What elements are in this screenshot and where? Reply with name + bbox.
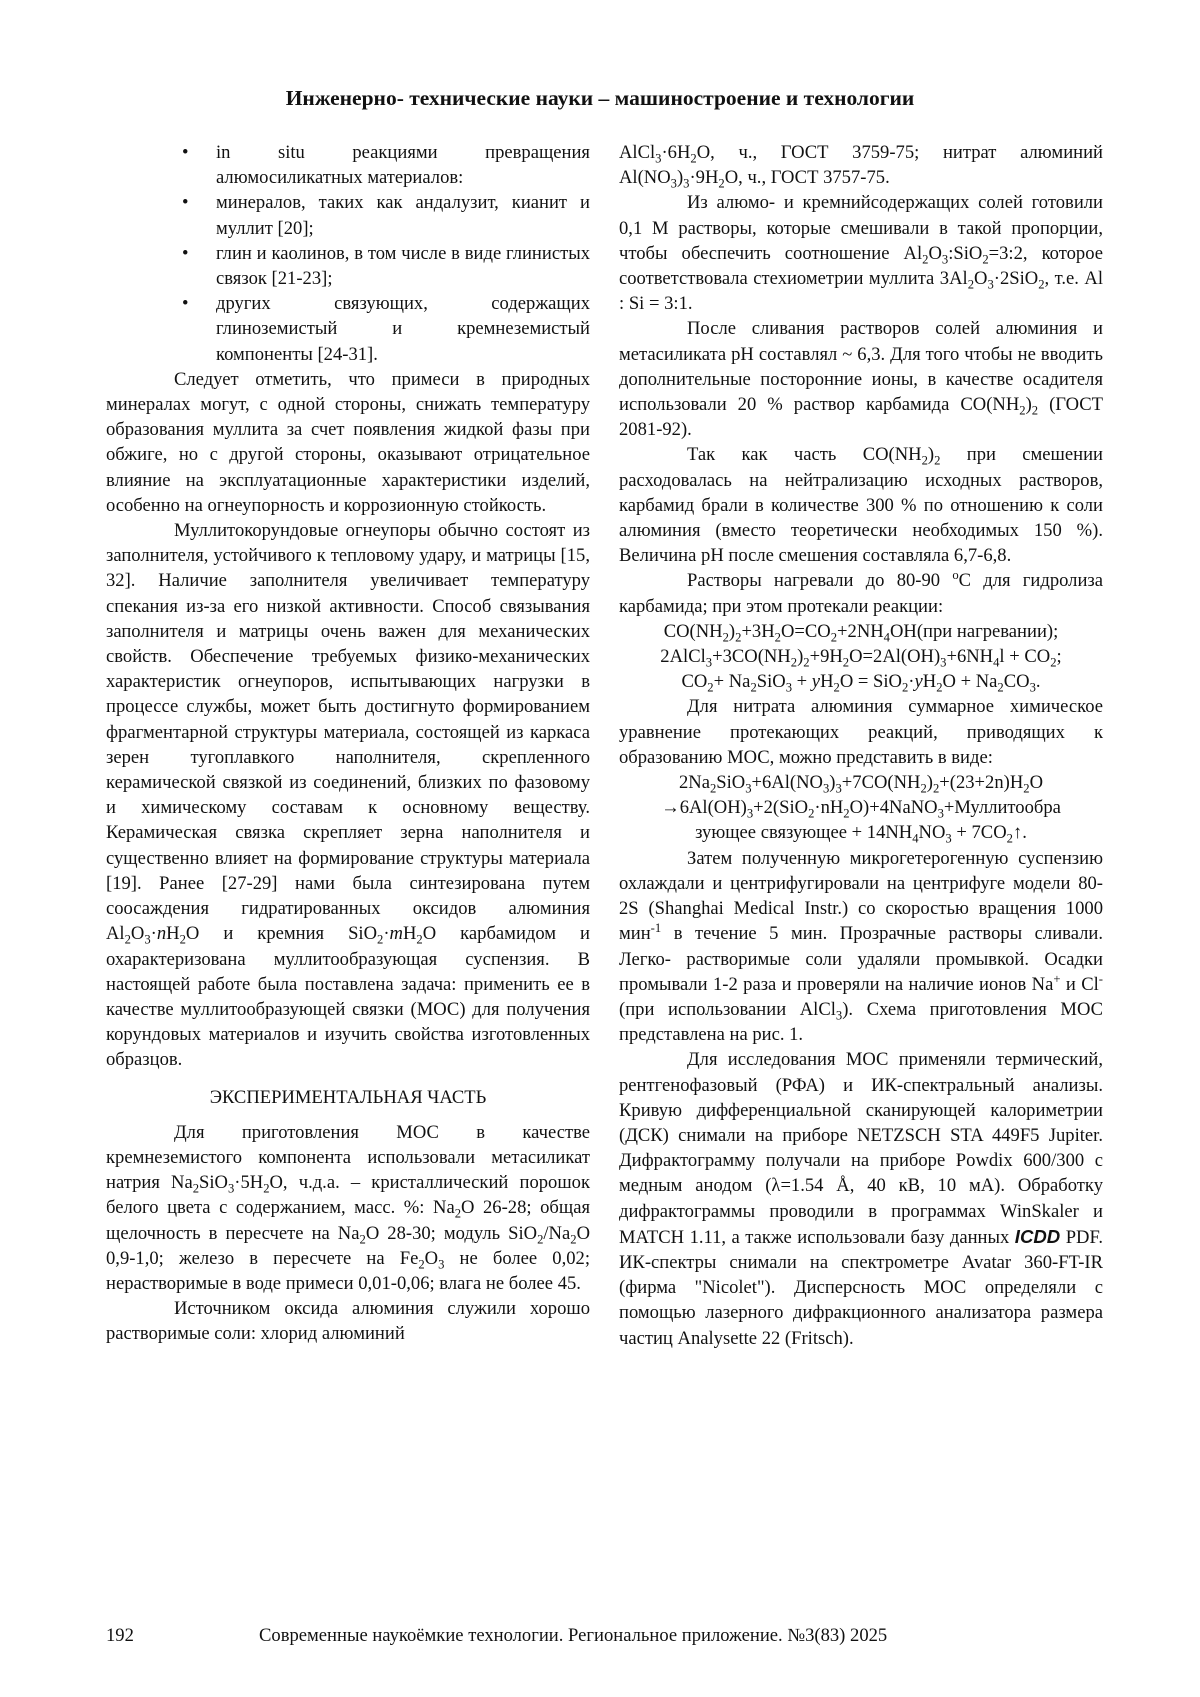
section-title: ЭКСПЕРИМЕНТАЛЬНАЯ ЧАСТЬ xyxy=(209,1086,487,1108)
right-column xyxy=(619,140,1103,1351)
bullet-item: • in situ реакциями превращения алюмосиликатных материалов: xyxy=(106,140,590,190)
page-number: 192 xyxy=(106,1625,134,1646)
paragraph: Так как часть $CO(NH_2)_2$ при смешении расходовалась на нейтрализацию исходных растворов, карбамид брали в количестве 300 % по отношению к соли алюминия (вместо теоретически необходимых 150 %). Величина pH после смешения составляла 6,7-6,8. xyxy=(619,444,1103,567)
equation: $2AlCl_3+3CO(NH_2)_2+9H_2O=2Al(OH)_3+6NH_4l + CO_2$; xyxy=(660,646,1062,670)
paragraph: Следует отметить, что примеси в природных минералах могут, с одной стороны, снижать температуру образования муллита за счет появления жидкой фазы при обжиге, но с другой стороны, оказывают отрицательное влияние на эксплуатационные характеристики изделий, особенно на огнеупорность и коррозионную стойкость. xyxy=(106,368,590,516)
bullet-item: • минералов, таких как андалузит, кианит и муллит [20]; xyxy=(106,190,590,240)
paragraph: Из алюмо- и кремнийсодержащих солей готовили 0,1 М растворы, которые смешивали в такой пропорции, чтобы обеспечить соотношение $Al_2O_3:SiO_2=3:2$, которое соответствовала стехиометрии муллита $3Al_2O_3\cdot 2SiO_2$, т.е. Al : Si = 3:1. xyxy=(619,192,1103,315)
paragraph: После сливания растворов солей алюминия и метасиликата pH составлял ~ 6,3. Для того чтобы не вводить дополнительные посторонние ионы, в качестве осадителя использовали 20 % раствор карбамида $CO(NH_2)_2$ (ГОСТ 2081-92). xyxy=(619,318,1104,441)
left-column xyxy=(106,140,590,1347)
bullet-item: • других связующих, содержащих глиноземистый и кремнеземистый компоненты [24-31]. xyxy=(106,291,590,367)
paragraph: Затем полученную микрогетерогенную суспензию охлаждали и центрифугировали на центрифуге модели 80-2S (Shanghai Medical Instr.) со скоростью вращения 1000 мин$^{-1}$ в течение 5 мин. Прозрачные растворы сливали. Легко- растворимые соли удаляли промывкой. Осадки промывали 1-2 раза и проверяли на наличие ионов Na+ и Cl- (при использовании AlCl$_3$). Схема приготовления МОС представлена на рис. 1. xyxy=(619,847,1103,1046)
running-header: Инженерно- технические науки – машиностроение и технологии xyxy=(285,86,915,110)
equation: $CO(NH_2)_2+3H_2O=CO_2+2NH_4OH(при$ нагревании); xyxy=(663,620,1059,645)
bullet-item: • глин и каолинов, в том числе в виде глинистых связок [21-23]; xyxy=(106,241,590,291)
paragraph: Источником оксида алюминия служили хорошо растворимые соли: хлорид алюминий xyxy=(106,1298,590,1345)
journal-footer: Современные наукоёмкие технологии. Региональное приложение. №3(83) 2025 xyxy=(259,1625,888,1646)
equation: зующее связующее + $14NH_4NO_3$ + $7CO_2↑$. xyxy=(695,822,1027,847)
equation: $CO_2+ Na_2SiO_3 + yH_2O = SiO_2\cdot yH_2O + Na_2CO_3$. xyxy=(681,671,1041,695)
paragraph: Растворы нагревали до 80-90 $^o$С для гидролиза карбамида; при этом протекали реакции: xyxy=(619,568,1103,617)
paragraph: Для приготовления МОС в качестве кремнеземистого компонента использовали метасиликат натрия $Na_2SiO_3\cdot 5H_2O$, ч.д.а. – кристаллический порошок белого цвета с содержанием, масс. %: $Na_2O$ 26-28; общая щелочность в пересчете на $Na_2O$ 28-30; модуль $SiO_2/Na_2O$ 0,9-1,0; железо в пересчете на $Fe_2O_3$ не более 0,02; нерастворимые в воде примеси 0,01-0,06; влага не более 45. xyxy=(106,1121,590,1294)
bullet-list xyxy=(106,140,590,367)
equation: $2Na_2SiO_3+6Al(NO_3)_3+7CO(NH_2)_2+(23+2n)H_2O$ xyxy=(678,772,1044,796)
paragraph: Для исследования МОС применяли термический, рентгенофазовый (РФА) и ИК-спектральный анализы. Кривую дифференциальной сканирующей калориметрии (ДСК) снимали на приборе NETZSCH STA 449F5 Jupiter. Дифрактограмму получали на приборе Powdix 600/300 с медным анодом (λ=1.54 Å, 40 кВ, 10 мА). Обработку дифрактограммы проводили в программах WinSkaler и MATCH 1.11, а также использовали базу данных ICDD PDF. ИК-спектры снимали на спектрометре Avatar 360-FT-IR (фирма "Nicolet"). Дисперсность МОС определяли с помощью лазерного дифракционного анализатора размера частиц Analysette 22 (Fritsch). xyxy=(619,1049,1103,1349)
paragraph: Для нитрата алюминия суммарное химическое уравнение протекающих реакций, приводящих к образованию МОС, можно представить в виде: xyxy=(619,696,1103,768)
equation: $\to 6Al(OH)_3+2(SiO_2\cdot nH_2O)+4NaNO_3+Муллитообра$ xyxy=(661,797,1061,821)
icdd-database-name: ICDD xyxy=(1014,1225,1061,1247)
paragraph: Муллитокорундовые огнеупоры обычно состоят из заполнителя, устойчивого к тепловому удару, и матрицы [15, 32]. Наличие заполнителя увеличивает температуру спекания из-за его низкой активности. Способ связывания заполнителя и матрицы очень важен для механических свойств. Обеспечение требуемых физико-механических характеристик огнеупоров, испытывающих нагрузки в процессе службы, может быть достигнуто формированием фрагментарной структуры материала, состоящей из каркаса зерен тугоплавкого наполнителя, скрепленного керамической связкой из соединений, близких по фазовому и химическому составам к основному веществу. Керамическая связка скрепляет зерна наполнителя и существенно влияет на формирование структуры материала [19]. Ранее [27-29] нами была синтезирована путем соосаждения гидратированных оксидов алюминия $Al_2O_3\cdot nH_2O$ и кремния $SiO_2\cdot mH_2O$ карбамидом и охарактеризована муллитообразующая суспензия. В настоящей работе была поставлена задача: применить ее в качестве муллитообразующей связки (МОС) для получения корундовых материалов и изучить свойства изготовленных образцов. xyxy=(106,520,591,1071)
paragraph: $AlCl_3\cdot 6H_2O$, ч., ГОСТ 3759-75; нитрат алюминий $Al(NO_3)_3\cdot 9H_2O$, ч., ГОСТ 3757-75. xyxy=(619,142,1103,191)
